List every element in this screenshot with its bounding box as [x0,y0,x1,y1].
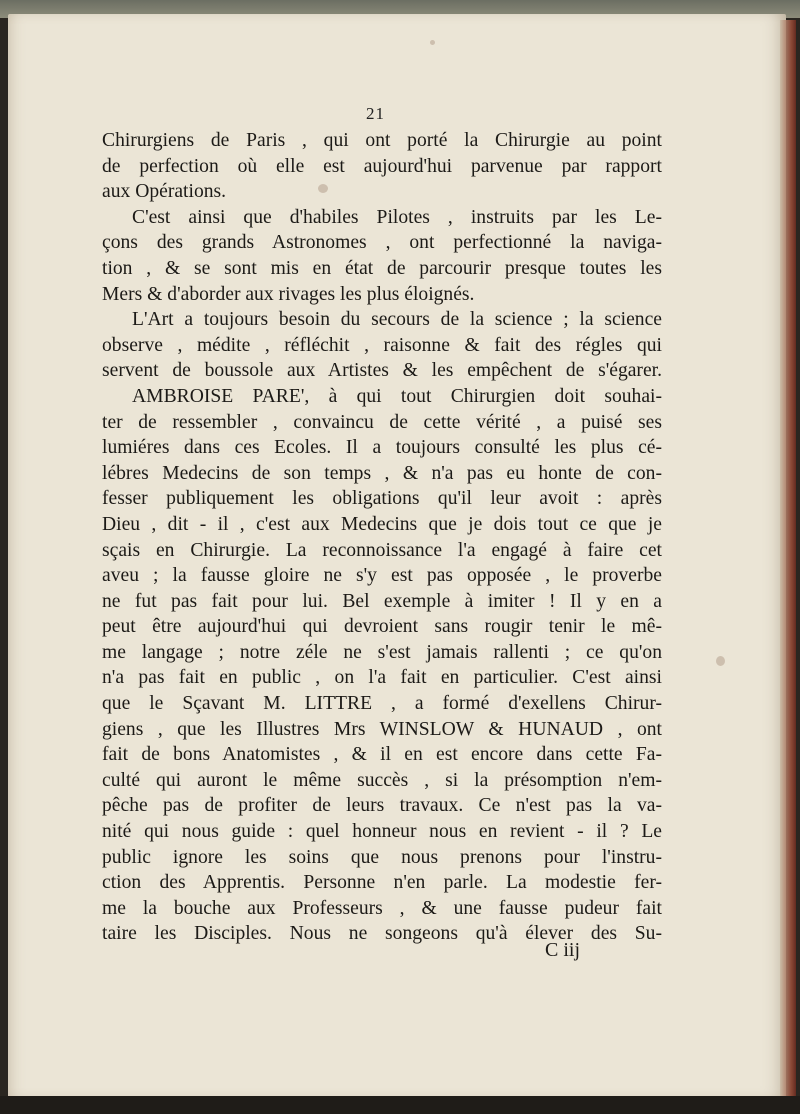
book-bottom-edge [0,1096,800,1114]
text-line: sçais en Chirurgie. La reconnoissance l'a engagé à faire cet [102,539,662,561]
text-line: ne fut pas fait pour lui. Bel exemple à imiter ! Il y en a [102,590,662,612]
foxing-spot [716,656,725,666]
text-line: lumiéres dans ces Ecoles. Il a toujours consulté les plus cé- [102,437,662,459]
text-line: ction des Apprentis. Personne n'en parle. La modestie fer- [102,872,662,894]
text-line: que le Sçavant M. LITTRE , a formé d'exellens Chirur- [102,693,662,715]
text-line: lébres Medecins de son temps , & n'a pas eu honte de con- [102,462,662,484]
text-line: çons des grands Astronomes , ont perfectionné la naviga- [102,232,662,254]
text-line: nité qui nous guide : quel honneur nous en revient - il ? Le [102,821,662,843]
text-line: fesser publiquement les obligations qu'il leur avoit : après [102,488,662,510]
text-line: L'Art a toujours besoin du secours de la science ; la science [132,309,662,331]
body-text [102,128,662,947]
page-right-edge [780,20,796,1100]
text-line: public ignore les soins que nous prenons pour l'instru- [102,846,662,868]
text-line: me la bouche aux Professeurs , & une fausse pudeur fait [102,897,662,919]
text-line: giens , que les Illustres Mrs WINSLOW & HUNAUD , ont [102,718,662,740]
text-line: aux Opérations. [102,181,227,203]
foxing-spot [430,40,435,45]
printer-signature-mark: C iij [545,939,581,961]
text-line: taire les Disciples. Nous ne songeons qu'à élever des Su- [102,923,662,945]
text-line: Mers & d'aborder aux rivages les plus éloignés. [102,283,475,305]
text-line: tion , & se sont mis en état de parcourir presque toutes les [102,257,662,279]
text-line: servent de boussole aux Artistes & les empêchent de s'égarer. [102,360,662,382]
text-line: C'est ainsi que d'habiles Pilotes , instruits par les Le- [132,206,662,228]
text-line: AMBROISE PARE', à qui tout Chirurgien doit souhai- [132,385,662,407]
text-line: pêche pas de profiter de leurs travaux. Ce n'est pas la va- [102,795,662,817]
text-line: culté qui auront le même succès , si la présomption n'em- [102,769,662,791]
text-line: Dieu , dit - il , c'est aux Medecins que je dois tout ce que je [102,513,662,535]
text-line: observe , médite , réfléchit , raisonne & fait des régles qui [102,334,662,356]
text-line: me langage ; notre zéle ne s'est jamais rallenti ; ce qu'on [102,641,662,663]
text-line: peut être aujourd'hui qui devroient sans rougir tenir le mê- [102,616,662,638]
text-line: aveu ; la fausse gloire ne s'y est pas opposée , le proverbe [102,565,662,587]
text-line: n'a pas fait en public , on l'a fait en particulier. C'est ainsi [102,667,662,689]
text-line: Chirurgiens de Paris , qui ont porté la Chirurgie au point [102,130,662,151]
text-line: ter de ressembler , convaincu de cette vérité , a puisé ses [102,411,662,433]
text-line: fait de bons Anatomistes , & il en est encore dans cette Fa- [102,744,662,766]
page-number: 21 [366,104,385,123]
text-line: de perfection où elle est aujourd'hui parvenue par rapport [102,155,662,177]
